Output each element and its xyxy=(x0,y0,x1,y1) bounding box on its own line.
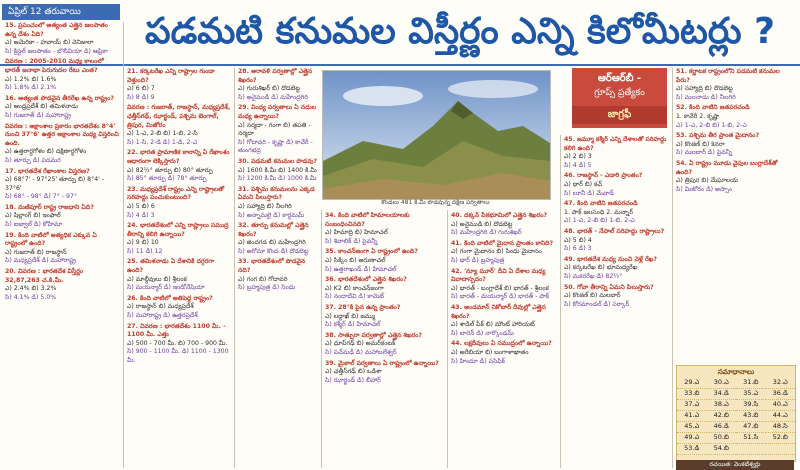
question-item xyxy=(676,104,793,130)
question-text: 16. అత్యంత పొడవైన తీరరేఖ ఉన్న రాష్ట్రం? xyxy=(5,94,114,102)
question-column xyxy=(124,68,234,468)
option-text: 1. పాక్ జలసంధి 2. మన్నార్ xyxy=(564,208,633,216)
option-text: ఎ) మాల్దీవులు బి) శ్రీలంక xyxy=(127,275,187,283)
series-badge xyxy=(572,68,667,128)
question-item xyxy=(127,295,231,321)
mountain-photo xyxy=(322,70,551,200)
option-text: ఎ) ధూప్‌గఢ్ బి) అమర్‌కంటక్ xyxy=(325,340,396,348)
option-text: ఎ) ఛత్తీస్‌గఢ్ బి) ఒడిశా xyxy=(325,368,382,376)
question-text: 45. జమ్మూ కశ్మీర్ ఎన్ని దేశాలతో సరిహద్దు కలిగి ఉంది? xyxy=(564,136,667,152)
option-text: సి) మలనాడు డి) నీలగిరి xyxy=(676,93,736,101)
option-text: ఎ) రాజస్థాన్ బి) మధ్యప్రదేశ్ xyxy=(127,303,194,311)
answer-cell: 42.బి xyxy=(707,411,737,422)
badge-line-2: గ్రూప్స్ ప్రత్యేకం xyxy=(594,88,645,98)
option-text: సి) 4.1% డి) 5.0% xyxy=(5,293,57,301)
option-text: సి) 6 డి) 3 xyxy=(564,245,592,253)
photo-caption: కొండలు 481 కి.మీ పొడవున్న దక్షిణ పర్వతాలు xyxy=(381,199,490,206)
option-text: ఎ) అమెరికా - హవాయ్ బి) వెనిజులా xyxy=(5,39,94,47)
option-text: ఎ) 1-ఎ, 2-బి బి) 1-బి, 2-ఎ xyxy=(564,217,635,225)
option-text: ఎ) 6 బి) 7 xyxy=(127,85,155,93)
question-text: 18. మణిపూర్ రాష్ట్ర రాజధాని ఏది? xyxy=(5,203,94,211)
option-text: సి) తూర్పు డి) పడమర xyxy=(5,156,61,164)
option-text: ఎ) గురుశిఖర్ బి) దొడబెట్ట xyxy=(238,85,301,93)
question-text: 48. భారత్ - నేపాల్ సరిహద్దు రాష్ట్రాలు? xyxy=(564,227,665,235)
answer-cell: 53.డి xyxy=(677,444,707,455)
option-text: ఎ) సిక్కిం బి) అరుణాచల్ xyxy=(325,256,386,264)
column-divider xyxy=(447,210,448,468)
question-item xyxy=(564,256,669,282)
question-column xyxy=(448,212,560,468)
question-item xyxy=(325,248,444,274)
option-text: ఎ) అరేబియా బి) బంగాళాఖాతం xyxy=(451,348,529,356)
question-item xyxy=(676,160,793,194)
answer-row xyxy=(677,422,795,433)
option-text: ఎ) శాడిల్ పీక్ బి) మౌంట్ హారియట్ xyxy=(451,321,535,329)
question-text: 47. కింది వాటిని జతపరచండి xyxy=(564,200,638,208)
option-text: సి) 1.8% డి) 2.1% xyxy=(5,84,57,92)
answer-cell: 52.బి xyxy=(766,433,796,444)
question-item xyxy=(325,360,444,386)
question-text: 30. పడమటి కనుమల పొడవు? xyxy=(238,157,318,165)
answer-cell: 40.ఎ xyxy=(766,400,796,411)
answer-cell: 41.ఎ xyxy=(677,411,707,422)
question-text: 27. వివరణ : భారతదేశం 1100 మీ. - 1100 మీ. ఎత్తు xyxy=(127,322,226,339)
option-text: ఎ) సహ్యాద్రి బి) నీలగిరి xyxy=(238,202,292,210)
question-text: 50. గోవా తీరాన్ని ఏమని పిలుస్తారు? xyxy=(564,283,654,291)
question-text: 49. భారతదేశ మధ్య నుంచి వెళ్లే రేఖ? xyxy=(564,255,658,263)
option-text: సి) 4 డి) 3 xyxy=(127,211,155,219)
question-item xyxy=(238,158,318,184)
question-item xyxy=(325,304,444,330)
question-item xyxy=(451,240,557,266)
answer-cell xyxy=(736,444,766,455)
column-divider xyxy=(321,210,322,468)
question-item xyxy=(451,268,557,302)
option-text: ఎ) 1-ఎ, 2-బి బి) 1-బి, 2-ఎ xyxy=(676,121,747,129)
question-item xyxy=(127,186,231,220)
question-item xyxy=(5,232,120,266)
answer-row xyxy=(677,433,795,444)
option-text: ఎ) 5 బి) 6 xyxy=(127,202,155,210)
question-text: 29. వింధ్య పర్వతాలు ఏ నదుల మధ్య ఉన్నాయి? xyxy=(238,104,317,120)
option-text: సి) హిందూ డి) పసిఫిక్ xyxy=(451,357,505,365)
question-text: 37. 28°కి పైన ఉన్న ప్రాంతం? xyxy=(325,303,401,311)
question-text: 36. భారతదేశంలో ఎత్తైన శిఖరం? xyxy=(325,276,407,284)
option-text: సి) 1-సి, 2-డి డి) 1-డి, 2-ఎ xyxy=(127,138,198,146)
answer-cell: 39.సి xyxy=(736,400,766,411)
option-text: సి) కశ్మీర్ డి) హిమాచల్ xyxy=(325,321,381,329)
answer-row xyxy=(677,378,795,389)
question-item xyxy=(564,136,669,170)
option-text: ఎ) జిందగడ బి) మహేంద్రగిరి xyxy=(238,239,306,247)
question-column xyxy=(561,136,672,468)
question-item xyxy=(5,58,120,92)
question-text: 51. కర్ణాటక రాష్ట్రంలోని పడమటి కనుమల పేరు? xyxy=(676,68,780,84)
answer-cell: 30.ఎ xyxy=(707,378,737,389)
question-item xyxy=(127,323,231,366)
question-text: 15. ప్రపంచంలో అత్యంత ఎత్తైన జలపాతం ఉన్న దేశం ఏది? xyxy=(5,22,108,38)
option-text: ఎ) 2.4% బి) 3.2% xyxy=(5,285,57,293)
question-item xyxy=(238,258,318,292)
option-text: ఎ) గంగ బి) గోదావరి xyxy=(238,275,288,283)
option-text: ఎ) 2 బి) 3 xyxy=(564,153,592,161)
answer-cell: 51.సి xyxy=(736,433,766,444)
option-text: ఎ) నర్మదా - గంగా బి) తపతి - నర్మదా xyxy=(238,121,311,138)
option-text: ఎ) హిమాద్రి బి) హిమాచల్ xyxy=(325,229,388,237)
question-item xyxy=(238,104,318,156)
question-item xyxy=(451,212,557,238)
option-text: ఎ) 1600 కి.మీ బి) 1400 కి.మీ xyxy=(238,166,317,174)
answer-cell: 44.ఎ xyxy=(766,411,796,422)
answer-cell: 50.బి xyxy=(707,433,737,444)
column-divider xyxy=(234,68,235,468)
option-text: సి) మధ్యప్రదేశ్ డి) మహారాష్ట్ర xyxy=(5,257,76,265)
option-text: సి) మహేంద్రగిరి డి) గురుశిఖర్ xyxy=(451,229,522,237)
question-text: 46. రాజస్థాన్ - ఎడారి ప్రాంతం? xyxy=(564,172,643,180)
question-column xyxy=(235,68,321,468)
option-text: సి) బారెన్ డి) నార్కొండమ్ xyxy=(451,329,514,337)
answer-row xyxy=(677,389,795,400)
option-text: సి) భారత్ - మయన్మార్ డి) భారత్ - పాక్ xyxy=(451,293,550,301)
question-item xyxy=(5,22,120,56)
option-text: సి) 900 - 1100 మీ. డి) 1100 - 1300 మీ. xyxy=(127,348,229,364)
option-text: సి) నందాదేవి డి) కామెట్ xyxy=(325,293,385,301)
option-text: సి) లూనీ డి) మేవాడ్ xyxy=(564,189,614,197)
answer-row xyxy=(677,444,795,455)
badge-subject: జాగ్రఫీ xyxy=(572,106,667,124)
question-text: 25. తమిళనాడు ఏ దేశానికి దగ్గరగా ఉంది? xyxy=(127,258,215,275)
option-text: సి) అనైముడి డి) మహేంద్రగిరి xyxy=(238,93,308,101)
option-text: ఎ) 9 బి) 10 xyxy=(127,239,159,247)
option-text: ఎ) కొంకణ్ బి) మలబార్ xyxy=(564,292,621,300)
answer-cell: 36.డి xyxy=(766,389,796,400)
badge-line-1: ఆర్‌ఆర్‌బీ - xyxy=(597,73,642,84)
option-text: సి) 8 డి) 9 xyxy=(127,93,155,101)
question-item xyxy=(325,276,444,302)
column-divider xyxy=(672,68,673,468)
option-text: ఎ) 1-ఎ, 2-బి బి) 1-బి, 2-సి xyxy=(127,130,198,138)
question-item xyxy=(5,95,120,121)
question-item xyxy=(676,68,793,102)
question-item xyxy=(564,228,669,254)
question-text: 38. సాత్పురా పర్వతాల్లో ఎత్తైన శిఖరం? xyxy=(325,331,423,339)
option-text: సి) ఝార్ఖండ్ డి) బీహార్ xyxy=(325,376,381,384)
option-text: ఎ) అనైముడి బి) దొడబెట్ట xyxy=(451,220,513,228)
question-text: 52. కింది వాటిని జతపరచండి xyxy=(676,104,750,112)
author-credit: రచయిత: వెంకటేశ్వర్లు xyxy=(676,460,794,470)
answer-cell: 31.బి xyxy=(736,378,766,389)
answer-cell: 32.ఎ xyxy=(766,378,796,389)
question-text: 17. భారతదేశ రేఖాంశాల విస్తరణ? xyxy=(5,167,90,175)
option-text: ఎ) 500 - 700 మీ. బి) 700 - 900 మీ. xyxy=(127,339,228,347)
option-text: ఎ) 68°7' - 97°25' తూర్పు బి) 8°4' - 37°6' xyxy=(5,176,105,192)
question-text: 34. కింది వాటిలో హిమాలయాలకు సంబంధించినది? xyxy=(325,212,410,228)
option-text: సి) ఉత్తరాఖండ్ డి) హిమాచల్ xyxy=(325,265,397,273)
option-text: ఎ) 5 బి) 4 xyxy=(564,236,592,244)
question-text: 42. 'న్యూ మూర్' దీవి ఏ దేశాల మధ్య వివాదాస్పదం? xyxy=(451,267,546,284)
option-text: ఎ) గుజరాత్ బి) రాజస్థాన్ xyxy=(5,248,67,256)
question-item xyxy=(238,186,318,220)
option-text: సి) గుజరాత్ డి) మహారాష్ట్ర xyxy=(5,111,71,119)
question-item xyxy=(564,172,669,198)
option-text: సి) శివాలిక్ డి) పైవన్నీ xyxy=(325,237,378,245)
question-text: వివరణ : అక్షాంశాల ప్రకారం భారతదేశం 8°4' నుంచి 37°6' ఉత్తర అక్షాంశాల మధ్య విస్తరించి ఉంది. xyxy=(5,122,119,147)
option-text: సి) ఐజ్వాల్ డి) కోహిమా xyxy=(5,221,63,229)
option-text: 1. కావేరీ 2. కృష్ణా xyxy=(676,112,720,120)
question-item xyxy=(5,204,120,230)
answer-cell: 33.బి xyxy=(677,389,707,400)
option-text: సి) 11 డి) 12 xyxy=(127,247,163,255)
question-text: 22. భారత ప్రామాణిక కాలాన్ని ఏ రేఖాంశం ఆధారంగా లెక్కిస్తారు? xyxy=(127,149,230,165)
option-text: సి) గోదావరి - కృష్ణా డి) కావేరీ - తుంగభద్ర xyxy=(238,138,313,155)
question-text: 19. కింది వాటిలో అత్యధిక ఎక్కువ ఏ రాష్ట్రంలో ఉంది? xyxy=(5,231,97,248)
question-column xyxy=(322,212,447,468)
question-text: 20. వివరణ : భారతదేశ విస్తీర్ణం 32,87,263 చ.కి.మీ. xyxy=(5,268,84,284)
option-text: ఎ) 1.2% బి) 1.6% xyxy=(5,75,57,83)
mountain-illustration xyxy=(323,71,550,199)
option-text: సి) థార్ డి) బ్రహ్మపుత్ర xyxy=(451,256,505,264)
answer-cell: 43.బి xyxy=(736,411,766,422)
answer-cell: 45.ఎ xyxy=(677,422,707,433)
option-text: ఎ) K2 బి) కాంచన్‌జంగా xyxy=(325,284,384,292)
option-text: ఎ) సహ్యాద్రి బి) దొడబెట్ట xyxy=(676,85,733,93)
question-column xyxy=(673,68,796,362)
column-divider xyxy=(560,135,561,468)
question-item xyxy=(564,284,669,310)
question-text: 43. అండమాన్ నికోబార్ దీవుల్లో ఎత్తైన శిఖరం? xyxy=(451,303,546,320)
option-text: ఎ) కొంకణ్ బి) కెనరా xyxy=(676,140,725,148)
option-text: ఎ) ఉత్తరార్ధగోళం బి) దక్షిణార్ధగోళం xyxy=(5,148,87,156)
question-item xyxy=(676,132,793,158)
question-item xyxy=(127,222,231,256)
question-text: 40. దక్కన్ పీఠభూమిలో ఎత్తైన శిఖరం? xyxy=(451,212,548,219)
option-text: సి) క్రిస్టల్ జలపాతం - బొలీవియా డి) ఆఫ్రికా xyxy=(5,47,108,55)
question-text: 26. కింది వాటిలో అతిపెద్ద రాష్ట్రం? xyxy=(127,294,213,302)
question-text: 44. లక్షదీవులు ఏ సముద్రంలో ఉన్నాయి? xyxy=(451,340,552,348)
question-item xyxy=(5,123,120,166)
question-text: 53. పశ్చిమ తీర ప్రాంత మైదానం? xyxy=(676,132,760,140)
option-text: సి) పచ్‌మఢీ డి) మహాబలేశ్వర్ xyxy=(325,348,397,356)
question-text: 35. కాంచన్‌జంగా ఏ రాష్ట్రంలో ఉంది? xyxy=(325,248,418,256)
answer-cell: 35.ఎ xyxy=(736,389,766,400)
question-text: 41. కింది వాటిలో మైదాన ప్రాంతం కానిది? xyxy=(451,239,554,247)
option-text: సి) మలబార్ డి) పైవన్నీ xyxy=(676,149,733,157)
option-text: సి) 68° - 98° డి) 7° - 97° xyxy=(5,193,77,201)
question-text: 33. భారతదేశంలో పొడవైన నది? xyxy=(238,258,306,275)
question-item xyxy=(564,200,669,226)
answer-cell: 34.డి xyxy=(707,389,737,400)
answer-cell: 47.బి xyxy=(736,422,766,433)
option-text: సి) 1200 కి.మీ డి) 1000 కి.మీ xyxy=(238,175,317,183)
question-item xyxy=(127,104,231,147)
page-headline: పడమటి కనుమల విస్తీర్ణం ఎన్ని కిలోమీటర్లు ? xyxy=(144,11,776,52)
answer-cell: 37.ఎ xyxy=(677,400,707,411)
question-item xyxy=(325,332,444,358)
option-text: ఎ) లద్దాఖ్ బి) జమ్ము xyxy=(325,312,376,320)
question-text: 28. అరావళి పర్వతాల్లో ఎత్తైన శిఖరం? xyxy=(238,68,313,84)
question-item xyxy=(127,68,231,102)
answer-cell: 46.డి xyxy=(707,422,737,433)
section-tag: ఏప్రిల్ 12 తరువాయి xyxy=(2,4,120,20)
question-text: 39. మైకాల్ పర్వతాలు ఏ రాష్ట్రంలో ఉన్నాయి? xyxy=(325,359,439,367)
answer-row xyxy=(677,400,795,411)
answer-cell: 29.ఎ xyxy=(677,378,707,389)
option-text: ఎ) భారత్ - బంగ్లాదేశ్ బి) భారత్ - శ్రీలంక xyxy=(451,284,549,292)
option-text: సి) బ్రహ్మపుత్ర డి) సింధు xyxy=(238,284,296,292)
answer-cell: 38.ఎ xyxy=(707,400,737,411)
answer-cell: 54.బి xyxy=(707,444,737,455)
question-text: 24. భారతదేశంలో ఎన్ని రాష్ట్రాలు సముద్ర తీరాన్ని కలిగి ఉన్నాయి? xyxy=(127,222,229,238)
answer-table xyxy=(677,378,795,455)
question-item xyxy=(127,149,231,183)
question-text: 21. కర్కటరేఖ ఎన్ని రాష్ట్రాల గుండా వెళ్తుంది? xyxy=(127,68,215,84)
option-text: ఎ) గంగా మైదానం బి) సింధు మైదానం xyxy=(451,248,542,256)
answer-cell: 48.సి xyxy=(766,422,796,433)
option-text: సి) మకరరేఖ డి) 82½° xyxy=(564,272,623,280)
option-text: ఎ) షిల్లాంగ్ బి) ఇంఫాల్ xyxy=(5,212,61,220)
question-item xyxy=(325,212,444,246)
question-item xyxy=(451,304,557,338)
option-text: సి) మయన్మార్ డి) ఇండోనేషియా xyxy=(127,284,205,292)
option-text: ఎ) థార్ బి) కచ్ xyxy=(564,180,602,188)
question-text: 31. పశ్చిమ కనుమలను ఎక్కడ ఏమని పిలుస్తారు? xyxy=(238,185,315,202)
answer-key xyxy=(676,365,796,462)
answer-row xyxy=(677,411,795,422)
option-text: సి) 85° తూర్పు డి) 78° తూర్పు xyxy=(127,175,207,183)
answer-cell: 49.ఎ xyxy=(677,433,707,444)
answer-cell xyxy=(766,444,796,455)
option-text: సి) అరోమా కొండ డి) దొడబెట్ట xyxy=(238,247,309,255)
question-item xyxy=(127,258,231,292)
question-text: వివరణ : గుజరాత్, రాజస్థాన్, మధ్యప్రదేశ్, ఛత్తీస్‌గఢ్, ఝార్ఖండ్, పశ్చిమ బెంగాల్, త్రిపుర, మిజోరం xyxy=(127,104,231,129)
answer-key-title: సమాధానాలు xyxy=(717,368,755,376)
question-column xyxy=(2,22,123,468)
question-text: 32. తూర్పు కనుమల్లో ఎత్తైన శిఖరం? xyxy=(238,222,309,238)
question-item xyxy=(451,340,557,366)
option-text: ఎ) త్రిపుర బి) మేఘాలయ xyxy=(676,177,739,185)
option-text: ఎ) ఆంధ్రప్రదేశ్ బి) తమిళనాడు xyxy=(5,103,79,111)
question-item xyxy=(5,268,120,302)
question-item xyxy=(5,168,120,202)
question-text: 23. మధ్యప్రదేశ్ రాష్ట్రం ఎన్ని రాష్ట్రాలతో సరిహద్దు పంచుకుంటుంది? xyxy=(127,185,225,202)
option-text: సి) మహారాష్ట్ర డి) ఉత్తరప్రదేశ్ xyxy=(127,312,198,320)
option-text: సి) అన్నామలై డి) కార్డమమ్ xyxy=(238,211,305,219)
column-divider xyxy=(123,22,124,468)
option-text: సి) కోరమాండల్ డి) సర్కార్ xyxy=(564,300,630,308)
option-text: ఎ) కర్కటరేఖ బి) భూమధ్యరేఖ xyxy=(564,264,638,272)
question-text: 54. ఏ రాష్ట్రం మూడు వైపుల బంగ్లాదేశ్‌తో ఉంది? xyxy=(676,159,778,176)
option-text: ఎ) 82½° తూర్పు బి) 80° తూర్పు xyxy=(127,166,213,174)
question-item xyxy=(238,68,318,102)
question-text: వివరణ : 2005-2010 మధ్య కాలంలో భారత్ జనాభా పెరుగుదల రేటు ఎంత? xyxy=(5,58,104,74)
option-text: సి) మిజోరం డి) అస్సాం xyxy=(676,185,733,193)
option-text: సి) 4 డి) 5 xyxy=(564,161,592,169)
question-item xyxy=(238,222,318,256)
